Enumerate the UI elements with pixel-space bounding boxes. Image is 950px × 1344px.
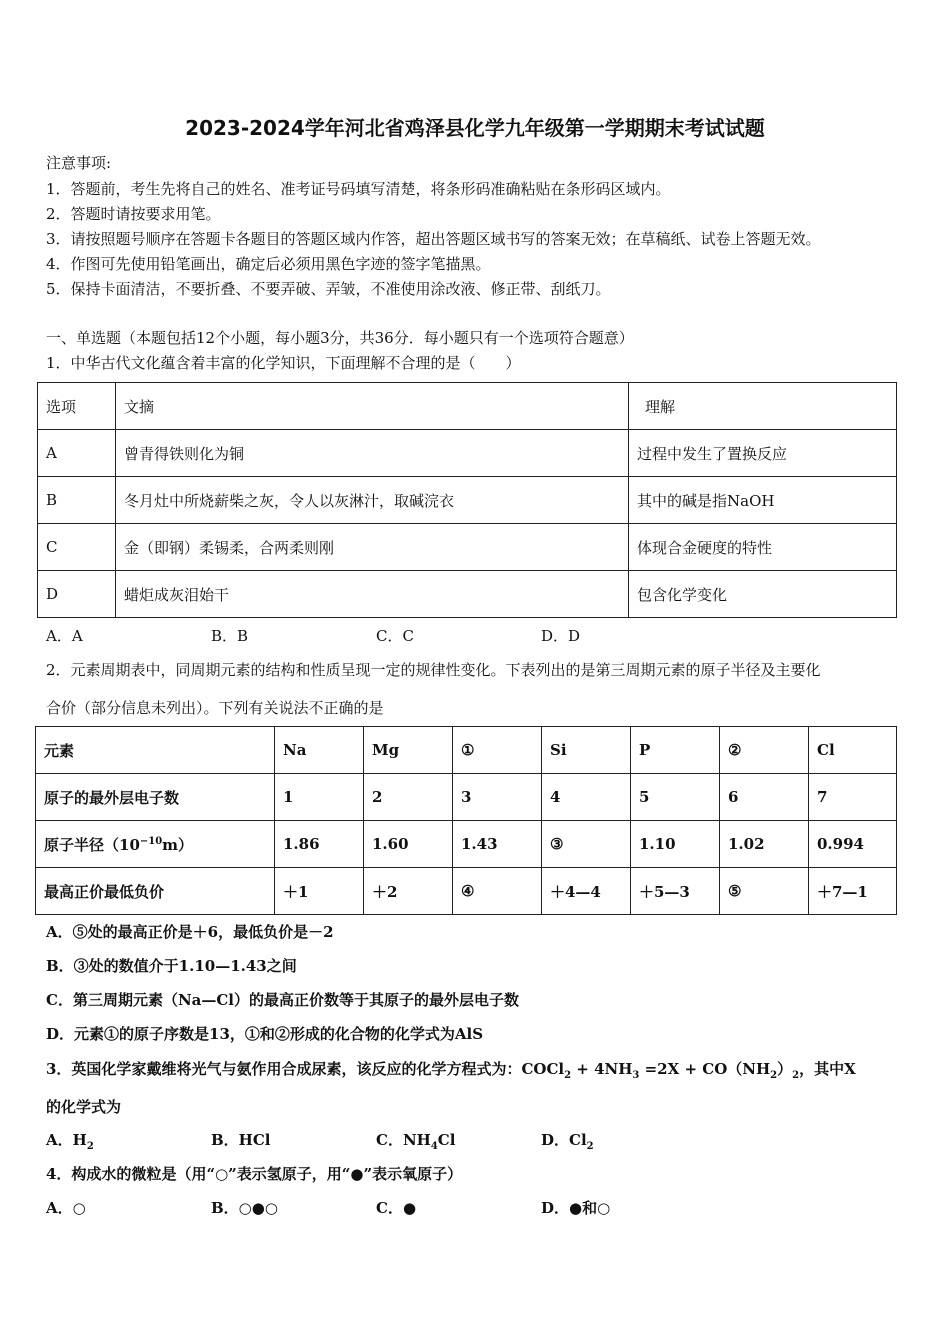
table-row <box>38 383 897 430</box>
table-cell: 包含化学变化 <box>629 571 897 618</box>
table-cell: 3 <box>453 774 542 821</box>
table-row <box>36 868 897 915</box>
option-d[interactable]: D．D <box>541 627 581 645</box>
question-1-table <box>37 382 897 618</box>
table-cell: 2 <box>364 774 453 821</box>
table-row <box>36 821 897 868</box>
option-d[interactable]: D．●和○ <box>541 1199 611 1217</box>
table-cell: 1.86 <box>275 821 364 868</box>
question-2-stem-cont: 合价（部分信息未列出）。下列有关说法不正确的是 <box>46 699 384 717</box>
table-cell: 元素 <box>36 727 275 774</box>
section-heading: 一、单选题（本题包括12个小题，每小题3分，共36分．每小题只有一个选项符合题意） <box>46 329 634 347</box>
table-header: 文摘 <box>116 383 629 430</box>
table-header: 选项 <box>38 383 116 430</box>
table-cell: Cl <box>809 727 897 774</box>
table-cell: Na <box>275 727 364 774</box>
option-a[interactable]: A．⑤处的最高正价是＋6，最低负价是－2 <box>46 923 334 941</box>
table-cell: A <box>38 430 116 477</box>
table-cell: P <box>631 727 720 774</box>
table-cell: 6 <box>720 774 809 821</box>
table-row <box>38 430 897 477</box>
option-b[interactable]: B．B <box>211 627 249 645</box>
notice-heading: 注意事项: <box>46 154 112 172</box>
table-cell: 5 <box>631 774 720 821</box>
table-cell: Mg <box>364 727 453 774</box>
table-row <box>36 774 897 821</box>
stem-part: =2X + CO（NH <box>639 1060 771 1078</box>
subscript: 3 <box>632 1070 640 1081</box>
question-2-table <box>35 726 897 915</box>
table-row <box>36 727 897 774</box>
question-2-stem: 2．元素周期表中，同周期元素的结构和性质呈现一定的规律性变化。下表列出的是第三周期元素的原子半径及主要化 <box>46 661 821 679</box>
table-cell: ＋1 <box>275 868 364 915</box>
table-cell: 1 <box>275 774 364 821</box>
option-d[interactable] <box>541 1129 594 1152</box>
question-3-stem <box>46 1058 856 1081</box>
table-cell: D <box>38 571 116 618</box>
stem-part: 3．英国化学家戴维将光气与氨作用合成尿素，该反应的化学方程式为：COCl <box>46 1060 565 1078</box>
table-cell: 7 <box>809 774 897 821</box>
option-label: C．NH <box>376 1131 431 1149</box>
table-cell: ⑤ <box>720 868 809 915</box>
table-cell: 1.43 <box>453 821 542 868</box>
table-cell: ④ <box>453 868 542 915</box>
table-cell: 1.10 <box>631 821 720 868</box>
option-b[interactable]: B．③处的数值介于1.10—1.43之间 <box>46 957 297 975</box>
notice-item: 2．答题时请按要求用笔。 <box>46 205 221 223</box>
subscript: 4 <box>430 1141 438 1152</box>
question-4-stem: 4．构成水的微粒是（用“○”表示氢原子，用“●”表示氧原子） <box>46 1165 463 1183</box>
table-header: 理解 <box>629 383 897 430</box>
subscript: 2 <box>792 1070 800 1081</box>
notice-item: 1．答题前，考生先将自己的姓名、准考证号码填写清楚，将条形码准确粘贴在条形码区域内。 <box>46 180 671 198</box>
subscript: 2 <box>586 1141 594 1152</box>
table-row <box>38 524 897 571</box>
notice-item: 5．保持卡面清洁，不要折叠、不要弄破、弄皱，不准使用涂改液、修正带、刮纸刀。 <box>46 280 611 298</box>
table-cell: ＋2 <box>364 868 453 915</box>
table-cell: 蜡炬成灰泪始干 <box>116 571 629 618</box>
table-cell: 冬月灶中所烧薪柴之灰，令人以灰淋汁，取碱浣衣 <box>116 477 629 524</box>
option-a[interactable] <box>46 1129 94 1152</box>
question-1-stem: 1．中华古代文化蕴含着丰富的化学知识，下面理解不合理的是（ ） <box>46 354 521 372</box>
table-cell: 0.994 <box>809 821 897 868</box>
table-cell: 体现合金硬度的特性 <box>629 524 897 571</box>
stem-part: + 4NH <box>571 1060 633 1078</box>
subscript: 2 <box>770 1070 778 1081</box>
table-cell: ＋7—1 <box>809 868 897 915</box>
radius-exponent: −10 <box>139 835 163 847</box>
option-c[interactable]: C．● <box>376 1199 417 1217</box>
notice-item: 3．请按照题号顺序在答题卡各题目的答题区域内作答，超出答题区域书写的答案无效；在草稿纸、试卷上答题无效。 <box>46 230 821 248</box>
option-c[interactable]: C．C <box>376 627 414 645</box>
option-c[interactable] <box>376 1129 455 1152</box>
table-cell: ＋5—3 <box>631 868 720 915</box>
notice-item: 4．作图可先使用铅笔画出，确定后必须用黑色字迹的签字笔描黑。 <box>46 255 491 273</box>
table-row <box>38 477 897 524</box>
table-cell: ② <box>720 727 809 774</box>
table-cell: Si <box>542 727 631 774</box>
table-cell <box>36 821 275 868</box>
option-b[interactable]: B．HCl <box>211 1131 271 1149</box>
table-cell: ＋4—4 <box>542 868 631 915</box>
page-title: 2023-2024学年河北省鸡泽县化学九年级第一学期期末考试试题 <box>185 116 765 140</box>
table-cell: 1.02 <box>720 821 809 868</box>
subscript: 2 <box>86 1141 94 1152</box>
option-b[interactable]: B．○●○ <box>211 1199 278 1217</box>
table-cell: B <box>38 477 116 524</box>
option-d[interactable]: D．元素①的原子序数是13，①和②形成的化合物的化学式为AlS <box>46 1025 484 1043</box>
subscript: 2 <box>564 1070 572 1081</box>
table-cell: 最高正价最低负价 <box>36 868 275 915</box>
option-a[interactable]: A．○ <box>46 1199 86 1217</box>
table-cell: 1.60 <box>364 821 453 868</box>
table-cell: ① <box>453 727 542 774</box>
table-cell: C <box>38 524 116 571</box>
question-3-stem-cont: 的化学式为 <box>46 1098 122 1116</box>
option-label: A．H <box>46 1131 87 1149</box>
option-a[interactable]: A．A <box>46 627 83 645</box>
table-cell: 原子的最外层电子数 <box>36 774 275 821</box>
table-cell: 金（即钢）柔锡柔，合两柔则刚 <box>116 524 629 571</box>
table-cell: 4 <box>542 774 631 821</box>
table-cell: 其中的碱是指NaOH <box>629 477 897 524</box>
option-label: Cl <box>437 1131 456 1149</box>
table-row <box>38 571 897 618</box>
table-cell: 曾青得铁则化为铜 <box>116 430 629 477</box>
stem-part: ，其中X <box>799 1060 856 1078</box>
option-c[interactable]: C．第三周期元素（Na—Cl）的最高正价数等于其原子的最外层电子数 <box>46 991 520 1009</box>
radius-unit: m） <box>162 835 194 854</box>
table-cell: 过程中发生了置换反应 <box>629 430 897 477</box>
option-label: D．Cl <box>541 1131 587 1149</box>
table-cell: ③ <box>542 821 631 868</box>
radius-label: 原子半径（10 <box>44 835 140 854</box>
stem-part: ） <box>777 1060 793 1078</box>
